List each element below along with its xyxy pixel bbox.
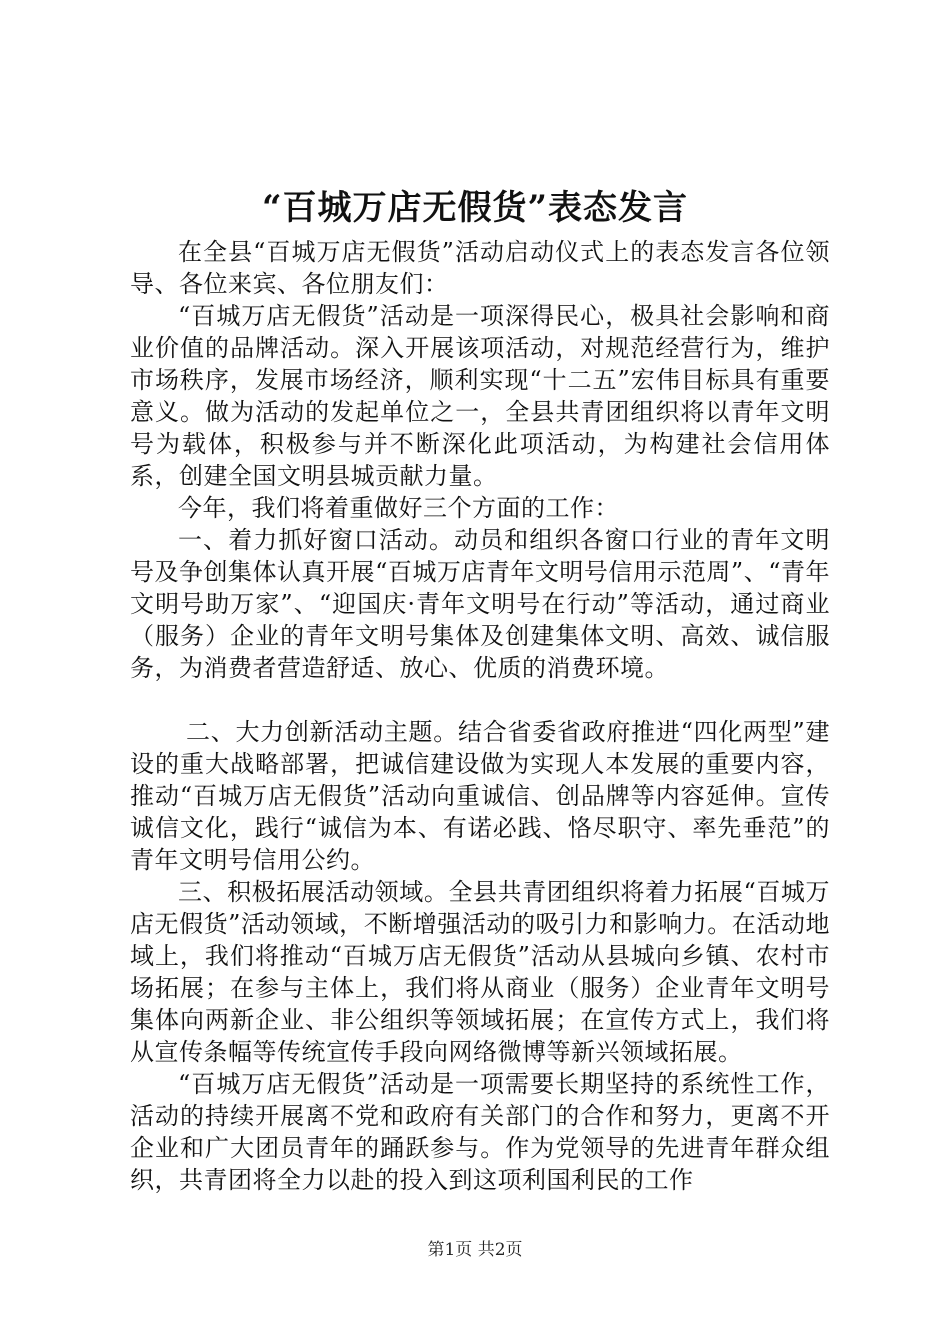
- paragraph-plan: 今年，我们将着重做好三个方面的工作：: [178, 494, 619, 522]
- document-body: [130, 236, 830, 1196]
- document-title: “百城万店无假货”表态发言: [261, 188, 689, 228]
- paragraph-point-three: 三、积极拓展活动领域。全县共青团组织将着力拓展“百城万店无假货”活动领域，不断增强活动的吸引力和影响力。在活动地域上，我们将推动“百城万店无假货”活动从县城向乡镇、农村市场拓展；在参与主体上，我们将从商业（服务）企业青年文明号集体向两新企业、非公组织等领域拓展；在宣传方式上，我们将从宣传条幅等传统宣传手段向网络微博等新兴领域拓展。: [130, 878, 830, 1066]
- paragraph-point-one: 一、着力抓好窗口活动。动员和组织各窗口行业的青年文明号及争创集体认真开展“百城万店青年文明号信用示范周”、“青年文明号助万家”、“迎国庆·青年文明号在行动”等活动，通过商业（服务）企业的青年文明号集体及创建集体文明、高效、诚信服务，为消费者营造舒适、放心、优质的消费环境。: [130, 526, 830, 682]
- paragraph-point-two: 二、大力创新活动主题。结合省委省政府推进“四化两型”建设的重大战略部署，把诚信建设做为实现人本发展的重要内容，推动“百城万店无假货”活动向重诚信、创品牌等内容延伸。宣传诚信文化，践行“诚信为本、有诺必践、恪尽职守、率先垂范”的青年文明号信用公约。: [130, 718, 830, 874]
- paragraph-intro: “百城万店无假货”活动是一项深得民心，极具社会影响和商业价值的品牌活动。深入开展该项活动，对规范经营行为，维护市场秩序，发展市场经济，顺利实现“十二五”宏伟目标具有重要意义。做为活动的发起单位之一，全县共青团组织将以青年文明号为载体，积极参与并不断深化此项活动，为构建社会信用体系，创建全国文明县城贡献力量。: [130, 302, 830, 490]
- paragraph-closing: “百城万店无假货”活动是一项需要长期坚持的系统性工作，活动的持续开展离不党和政府有关部门的合作和努力，更离不开企业和广大团员青年的踊跃参与。作为党领导的先进青年群众组织，共青团将全力以赴的投入到这项利国利民的工作: [130, 1070, 830, 1194]
- page-number-footer: 第1页 共2页: [427, 1240, 523, 1260]
- paragraph-opening: 在全县“百城万店无假货”活动启动仪式上的表态发言各位领导、各位来宾、各位朋友们：: [130, 238, 830, 298]
